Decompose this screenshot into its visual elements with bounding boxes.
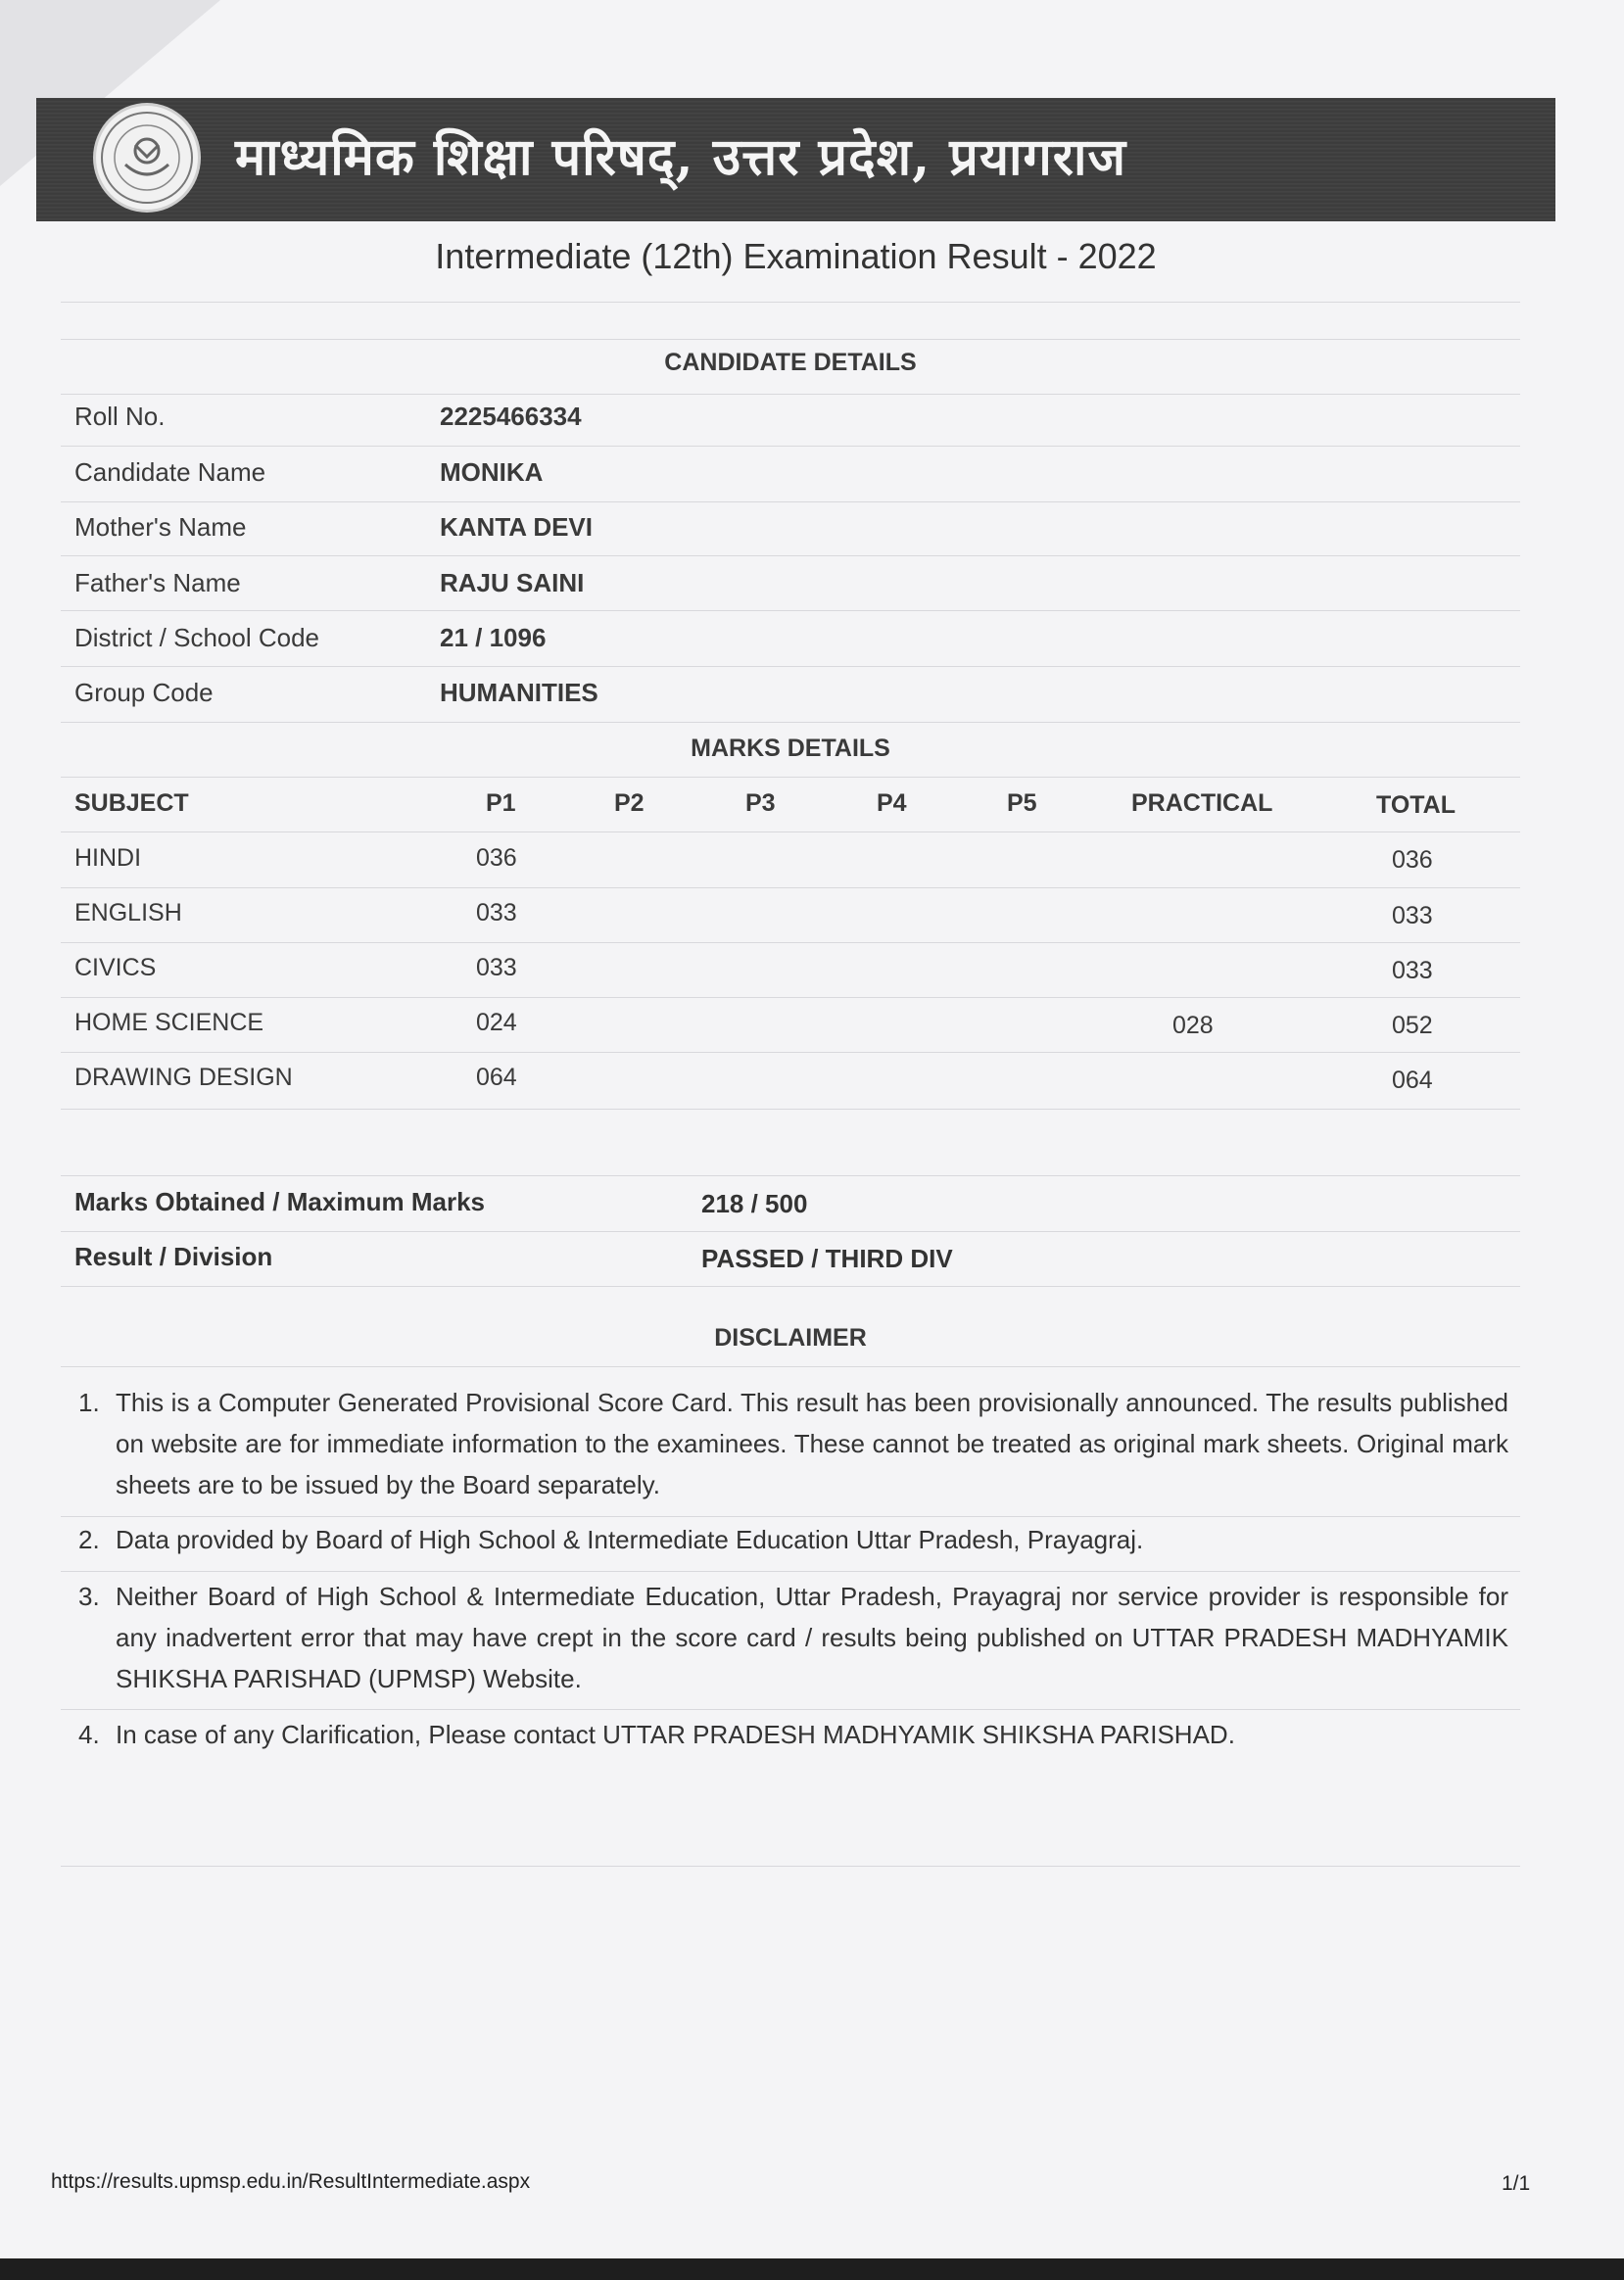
- group-code-value: HUMANITIES: [440, 678, 598, 707]
- subject-cell: DRAWING DESIGN: [74, 1064, 293, 1091]
- divider: [61, 777, 1520, 778]
- divider: [61, 394, 1520, 395]
- mother-name-label: Mother's Name: [74, 512, 247, 542]
- subject-cell: HINDI: [74, 844, 142, 872]
- divider: [61, 501, 1520, 502]
- father-name-value: RAJU SAINI: [440, 568, 585, 597]
- divider: [61, 1175, 1520, 1176]
- divider: [61, 1366, 1520, 1367]
- p1-cell: 036: [476, 844, 517, 872]
- subject-cell: HOME SCIENCE: [74, 1009, 264, 1036]
- marks-obtained-label: Marks Obtained / Maximum Marks: [74, 1187, 486, 1216]
- total-cell: 064: [1392, 1067, 1433, 1094]
- exam-title: Intermediate (12th) Examination Result - 2022: [435, 236, 1157, 276]
- disclaimer-text: Data provided by Board of High School & Intermediate Education Uttar Pradesh, Prayagraj.: [116, 1525, 1144, 1554]
- total-cell: 052: [1392, 1012, 1433, 1039]
- p1-cell: 033: [476, 954, 517, 981]
- scan-bottom-edge: [0, 2258, 1624, 2280]
- total-cell: 033: [1392, 957, 1433, 984]
- col-subject: SUBJECT: [74, 789, 189, 817]
- p1-cell: 064: [476, 1064, 517, 1091]
- disclaimer-number: 4.: [78, 1720, 100, 1749]
- district-school-code-value: 21 / 1096: [440, 623, 547, 652]
- district-school-code-label: District / School Code: [74, 623, 319, 652]
- disclaimer-text: Neither Board of High School & Intermediate Education, Uttar Pradesh, Prayagraj nor service provider is responsible for any inadvertent error that may have crept in the score card / results being published on UTTAR PRADESH MADHYAMIK SHIKSHA PARISHAD (UPMSP) Website.: [116, 1582, 1508, 1693]
- divider: [61, 555, 1520, 556]
- disclaimer-number: 3.: [78, 1582, 100, 1611]
- divider: [61, 831, 1520, 832]
- candidate-details-heading: CANDIDATE DETAILS: [664, 349, 917, 376]
- subject-cell: ENGLISH: [74, 899, 182, 926]
- subject-cell: CIVICS: [74, 954, 157, 981]
- divider: [61, 942, 1520, 943]
- col-practical: PRACTICAL: [1131, 789, 1273, 817]
- disclaimer-text: In case of any Clarification, Please contact UTTAR PRADESH MADHYAMIK SHIKSHA PARISHAD.: [116, 1720, 1235, 1749]
- disclaimer-item: [78, 1714, 1508, 1755]
- upmsp-emblem-icon: [93, 103, 201, 213]
- divider: [61, 302, 1520, 303]
- practical-cell: 028: [1172, 1012, 1214, 1039]
- divider: [61, 339, 1520, 340]
- p1-cell: 024: [476, 1009, 517, 1036]
- disclaimer-text: This is a Computer Generated Provisional Score Card. This result has been provisionally announced. The results published on website are for immediate information to the examinees. These cannot be treated as original mark sheets. Original mark sheets are to be issued by the Board separately.: [116, 1388, 1508, 1499]
- disclaimer-heading: DISCLAIMER: [714, 1324, 867, 1352]
- total-cell: 036: [1392, 846, 1433, 874]
- divider: [61, 666, 1520, 667]
- mother-name-value: KANTA DEVI: [440, 512, 593, 542]
- disclaimer-item: [78, 1576, 1508, 1699]
- col-total: TOTAL: [1376, 791, 1457, 819]
- divider: [61, 887, 1520, 888]
- divider: [61, 1286, 1520, 1287]
- divider: [61, 610, 1520, 611]
- divider: [61, 446, 1520, 447]
- result-division-label: Result / Division: [74, 1242, 273, 1271]
- disclaimer-number: 1.: [78, 1388, 100, 1417]
- divider: [61, 1571, 1520, 1572]
- group-code-label: Group Code: [74, 678, 214, 707]
- page-number: 1/1: [1502, 2172, 1531, 2195]
- marks-details-heading: MARKS DETAILS: [691, 735, 890, 762]
- divider: [61, 997, 1520, 998]
- divider: [61, 1516, 1520, 1517]
- page-url: https://results.upmsp.edu.in/ResultIntermediate.aspx: [51, 2170, 531, 2193]
- col-p2: P2: [614, 789, 645, 817]
- divider: [61, 1709, 1520, 1710]
- col-p1: P1: [486, 789, 516, 817]
- disclaimer-number: 2.: [78, 1525, 100, 1554]
- candidate-name-label: Candidate Name: [74, 457, 266, 487]
- father-name-label: Father's Name: [74, 568, 241, 597]
- col-p3: P3: [745, 789, 776, 817]
- result-division-value: PASSED / THIRD DIV: [701, 1244, 953, 1273]
- divider: [61, 1109, 1520, 1110]
- p1-cell: 033: [476, 899, 517, 926]
- divider: [61, 722, 1520, 723]
- disclaimer-item: [78, 1519, 1508, 1560]
- marks-obtained-value: 218 / 500: [701, 1189, 808, 1218]
- col-p5: P5: [1007, 789, 1037, 817]
- divider: [61, 1052, 1520, 1053]
- board-title: माध्यमिक शिक्षा परिषद्, उत्तर प्रदेश, प्रयागराज: [235, 127, 1127, 187]
- disclaimer-item: [78, 1382, 1508, 1505]
- divider: [61, 1866, 1520, 1867]
- roll-no-label: Roll No.: [74, 402, 166, 431]
- roll-no-value: 2225466334: [440, 402, 582, 431]
- col-p4: P4: [877, 789, 907, 817]
- candidate-name-value: MONIKA: [440, 457, 544, 487]
- total-cell: 033: [1392, 902, 1433, 929]
- divider: [61, 1231, 1520, 1232]
